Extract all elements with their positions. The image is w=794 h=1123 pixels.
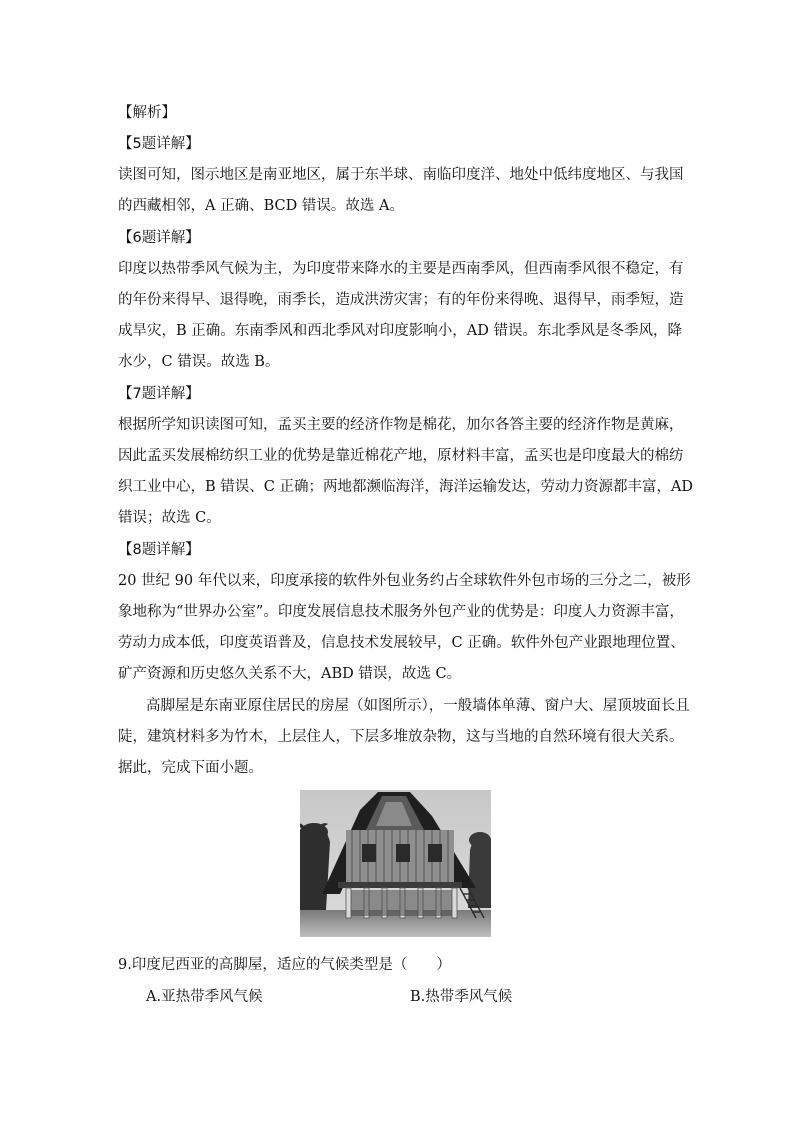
section-7-line-3: 织工业中心，B 错误、C 正确；两地都濒临海洋，海洋运输发达，劳动力资源都丰富，AD (118, 479, 694, 495)
option-b: B.热带季风气候 (410, 989, 513, 1005)
section-5-heading: 【5题详解】 (118, 136, 200, 152)
intro-line-3: 据此，完成下面小题。 (118, 760, 263, 776)
analysis-heading: 【解析】 (118, 105, 176, 121)
section-6-line-3: 成旱灾，B 正确。东南季风和西北季风对印度影响小，AD 错误。东北季风是冬季风，降 (118, 323, 682, 339)
section-8-line-4: 矿产资源和历史悠久关系不大，ABD 错误，故选 C。 (118, 666, 462, 682)
section-8-line-1: 20 世纪 90 年代以来，印度承接的软件外包业务约占全球软件外包市场的三分之二，被形 (118, 573, 691, 589)
section-7-heading: 【7题详解】 (118, 386, 200, 402)
section-7-line-4: 错误；故选 C。 (118, 510, 221, 526)
section-6-line-2: 的年份来得早、退得晚，雨季长，造成洪涝灾害；有的年份来得晚、退得早，雨季短，造 (118, 292, 684, 308)
section-5-line-2: 的西藏相邻，A 正确、BCD 错误。故选 A。 (118, 198, 404, 214)
section-6-heading: 【6题详解】 (118, 230, 200, 246)
stilt-house-photo (300, 790, 491, 937)
section-8-line-2: 象地称为“世界办公室”。印度发展信息技术服务外包产业的优势是：印度人力资源丰富， (118, 604, 684, 620)
intro-line-2: 陡，建筑材料多为竹木，上层住人，下层多堆放杂物，这与当地的自然环境有很大关系。 (118, 729, 684, 745)
section-5-line-1: 读图可知，图示地区是南亚地区，属于东半球、南临印度洋、地处中低纬度地区、与我国 (118, 167, 684, 183)
section-6-line-4: 水少，C 错误。故选 B。 (118, 354, 280, 370)
intro-line-1: 高脚屋是东南亚原住居民的房屋（如图所示），一般墙体单薄、窗户大、屋顶坡面长且 (146, 698, 690, 714)
section-7-line-1: 根据所学知识读图可知，孟买主要的经济作物是棉花，加尔各答主要的经济作物是黄麻， (118, 417, 684, 433)
section-8-heading: 【8题详解】 (118, 542, 200, 558)
section-7-line-2: 因此孟买发展棉纺织工业的优势是靠近棉花产地，原材料丰富，孟买也是印度最大的棉纺 (118, 448, 684, 464)
section-6-line-1: 印度以热带季风气候为主，为印度带来降水的主要是西南季风，但西南季风很不稳定，有 (118, 261, 684, 277)
question-9: 9.印度尼西亚的高脚屋，适应的气候类型是（ ） (118, 957, 451, 973)
section-8-line-3: 劳动力成本低，印度英语普及，信息技术发展较早，C 正确。软件外包产业跟地理位置、 (118, 635, 685, 651)
option-a: A.亚热带季风气候 (146, 989, 263, 1005)
